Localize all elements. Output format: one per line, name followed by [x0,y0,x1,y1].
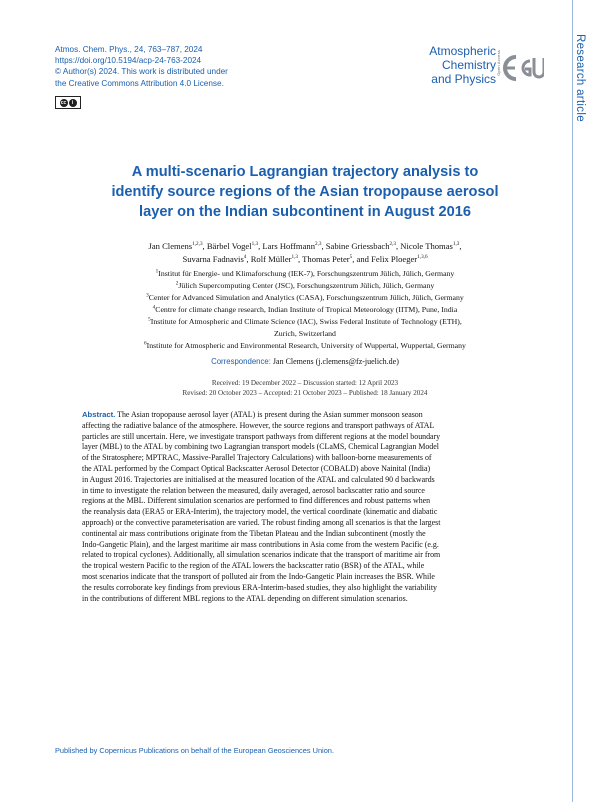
side-divider [572,0,573,802]
affiliation: $^3$Center for Advanced Simulation and Analytics (CASA), Forschungszentrum Jülich, Jülich, Germany [146,292,464,302]
copyright: © Author(s) 2024. This work is distributed under [55,67,228,77]
author: Rolf Müller$^{1,3}$ [250,254,298,264]
affiliation: $^5$Institute for Atmospheric and Climate Science (IAC), Swiss Federal Institute of Technology (ETH), [148,316,462,326]
abstract-line: approach) or the convective parameterisation are varied. The robust finding among all scenarios is that the largest [82,517,441,527]
cc-by-icon[interactable]: cc i [55,96,81,109]
abstract-line: layer (MBL) to the ATAL by combining two Lagrangian transport models (CLaMS, Chemical Lagrangian Model [82,442,439,452]
abstract-line: in the contributions of different MBL regions to the ATAL depending on different simulation scenarios. [82,593,408,603]
author: Nicole Thomas$^{1,3}$ [400,241,460,251]
author: Bärbel Vogel$^{1,3}$ [206,241,259,251]
author: Sabine Griessbach$^{2,3}$ [325,241,396,251]
affiliation: Zurich, Switzerland [274,329,336,338]
author: Suvarna Fadnavis$^4$ [182,254,247,264]
license-link[interactable]: the Creative Commons Attribution 4.0 License. [55,78,224,88]
title-line-2: identify source regions of the Asian tropopause aerosol [111,184,499,200]
citation: Atmos. Chem. Phys., 24, 763–787, 2024 [55,45,203,54]
correspondence [60,357,550,366]
abstract-line: particles are still uncertain. Here, we investigate transport pathways from different regions at the model boundary [82,431,441,441]
author: and Felix Ploeger$^{1,3,6}$ [356,254,428,264]
abstract-line: related to tropical cyclones). Additionally, all simulation scenarios indicate that the transport of maritime air from [82,550,441,560]
abstract-line: in August 2016. Trajectories are initialised at the measured location of the ATAL and calculated 90 d backwards [82,474,435,484]
abstract-label: Abstract. [82,410,116,419]
abstract-line: the reanalysis data (ERA5 or ERA-Interim), the trajectory model, the vertical coordinate (kinematic and diabatic [82,507,438,517]
abstract-line: in time to investigate the relation between the measured, daily averaged, aerosol backscatter ratio and source [82,485,425,495]
journal-line-3: and Physics [431,72,496,87]
abstract-line: Indo-Gangetic Plain), and the largest maritime air mass contributions in Asia come from the western Pacific (e.g. [82,539,439,549]
author: Jan Clemens$^{1,2,3}$ [148,241,203,251]
abstract-line: regions at the MBL. Different simulation scenarios are performed to find differences and robust patterns when [82,496,431,506]
abstract-line: affecting the radiative balance of the atmosphere. However, the source regions and transport pathways of ATAL [82,420,435,430]
affiliation: $^6$Institute for Atmospheric and Environmental Research, University of Wuppertal, Wuppertal, Germany [144,340,466,350]
abstract-line: continental air mass contributions originate from the Tibetan Plateau and the Indian subcontinent (mostly the [82,528,426,538]
abstract-line: of the Stratosphere; MPTRAC, Massive-Parallel Trajectory Calculations) with balloon-borne measurements of [82,453,432,463]
author: Thomas Peter$^5$ [302,254,353,264]
abstract-line: the results corroborate key findings from previous ERA-Interim-based studies, they also highlight the variability [82,582,437,592]
publication-dates [60,378,550,398]
egu-logo-icon [502,52,544,84]
affiliation: $^1$Institut für Energie- und Klimaforschung (IEK-7), Forschungszentrum Jülich, Jülich, Germany [155,268,455,278]
abstract-line: the ATAL performed by the Compact Optical Backscatter Aerosol Detector (COBALD) above Nainital (India) [82,463,431,473]
publisher-footer: Published by Copernicus Publications on behalf of the European Geosciences Union. [55,746,334,755]
header-citation-block [55,44,228,89]
paper-title [60,162,550,222]
correspondence-label: Correspondence: [211,357,271,366]
journal-name [404,44,496,87]
abstract [82,410,530,604]
author-line: Suvarna Fadnavis$^4$, Rolf Müller$^{1,3}$, Thomas Peter$^5$, and Felix Ploeger$^{1,3,6}$ [182,254,428,264]
journal-line-2: Chemistry [441,58,496,73]
abstract-line: most scenarios indicate that the transport of polluted air from the Indo-Gangetic Plain increases the BSR. While [82,571,435,581]
doi-link[interactable]: https://doi.org/10.5194/acp-24-763-2024 [55,56,202,66]
affiliation-list [60,268,550,352]
dates-line-1: Received: 19 December 2022 – Discussion started: 12 April 2023 [211,379,399,387]
dates-line-2: Revised: 20 October 2023 – Accepted: 21 October 2023 – Published: 18 January 2024 [182,389,428,397]
journal-line-1: Atmospheric [429,44,496,58]
article-type-label: Research article [574,34,586,122]
author-line: Jan Clemens$^{1,2,3}$, Bärbel Vogel$^{1,3}$, Lars Hoffmann$^{2,3}$, Sabine Griessbach$^{2,3}$, Nicole Thomas$^{1,3}$, [148,241,462,251]
title-line-3: layer on the Indian subcontinent in August 2016 [139,204,471,220]
open-access-label: Open Access [496,50,501,76]
author: Lars Hoffmann$^{2,3}$ [262,241,322,251]
affiliation: $^4$Centre for climate change research, Indian Institute of Tropical Meteorology (IITM), Pune, India [152,304,458,314]
abstract-line: the tropical western Pacific to the region of the ATAL lowers the backscatter ratio (BSR) of the ATAL, while [82,561,425,571]
abstract-line: Abstract. The Asian tropopause aerosol layer (ATAL) is present during the Asian summer monsoon season [82,410,423,419]
affiliation: $^2$Jülich Supercomputing Center (JSC), Forschungszentrum Jülich, Jülich, Germany [175,280,435,290]
title-line-1: A multi-scenario Lagrangian trajectory analysis to [131,164,479,180]
correspondence-email[interactable]: Jan Clemens (j.clemens@fz-juelich.de) [272,357,399,366]
author-list [60,240,550,266]
